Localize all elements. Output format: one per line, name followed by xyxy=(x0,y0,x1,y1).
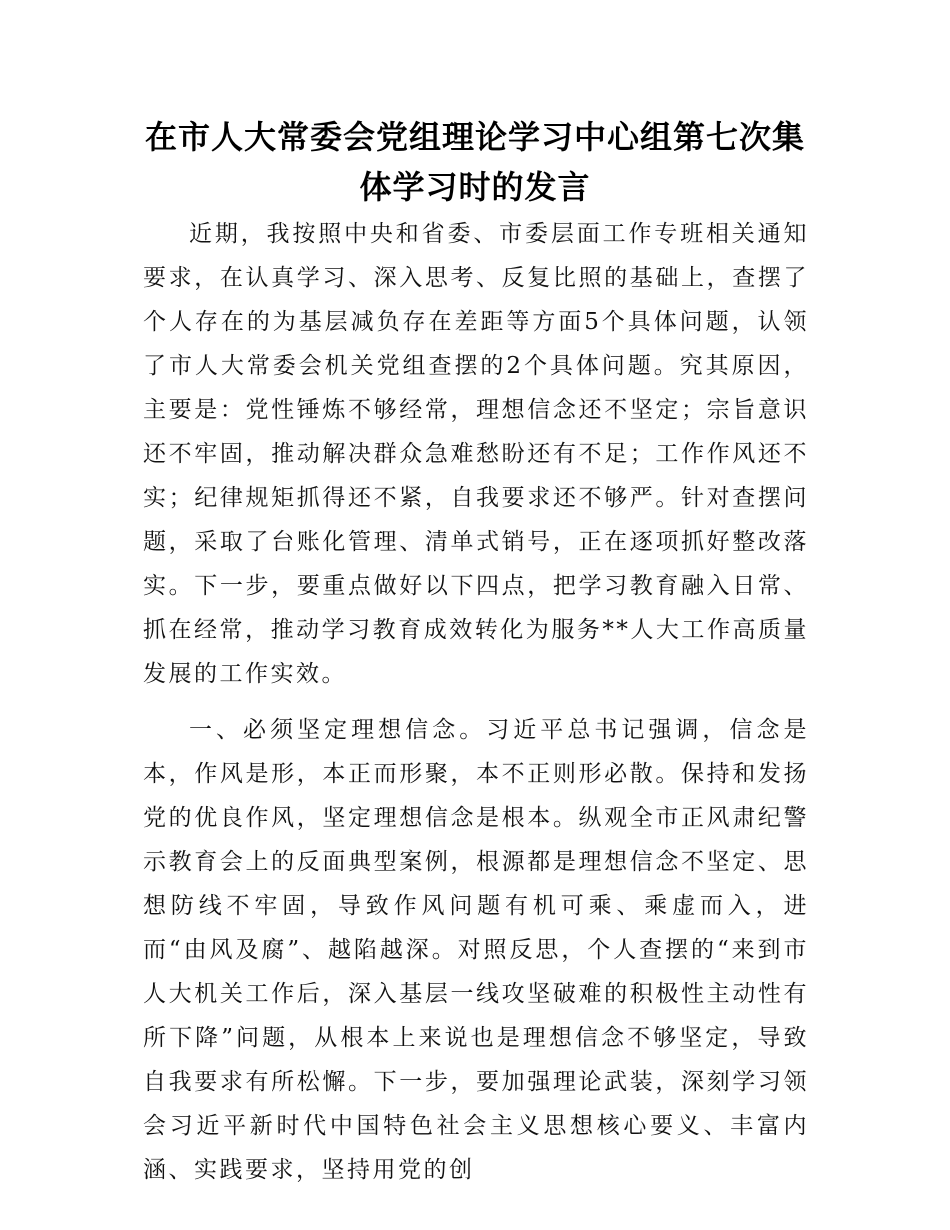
document-title: 在市人大常委会党组理论学习中心组第七次集体学习时的发言 xyxy=(144,118,805,206)
document-body xyxy=(143,212,809,1192)
paragraph-section-one: 一、必须坚定理想信念。习近平总书记强调，信念是本，作风是形，本正而形聚，本不正则形必散。保持和发扬党的优良作风，坚定理想信念是根本。纵观全市正风肃纪警示教育会上的反面典型案例，根源都是理想信念不坚定、思想防线不牢固，导致作风问题有机可乘、乘虚而入，进而“由风及腐”、越陷越深。对照反思，个人查摆的“来到市人大机关工作后，深入基层一线攻坚破难的积极性主动性有所下降”问题，从根本上来说也是理想信念不够坚定，导致自我要求有所松懈。下一步，要加强理论武装，深刻学习领会习近平新时代中国特色社会主义思想核心要义、丰富内涵、实践要求，坚持用党的创 xyxy=(143,717,809,1183)
paragraph-intro: 近期，我按照中央和省委、市委层面工作专班相关通知要求，在认真学习、深入思考、反复比照的基础上，查摆了个人存在的为基层减负存在差距等方面5个具体问题，认领了市人大常委会机关党组查摆的2个具体问题。究其原因，主要是：党性锤炼不够经常，理想信念还不坚定；宗旨意识还不牢固，推动解决群众急难愁盼还有不足；工作作风还不实；纪律规矩抓得还不紧，自我要求还不够严。针对查摆问题，采取了台账化管理、清单式销号，正在逐项抓好整改落实。下一步，要重点做好以下四点，把学习教育融入日常、抓在经常，推动学习教育成效转化为服务**人大工作高质量发展的工作实效。 xyxy=(143,221,809,687)
